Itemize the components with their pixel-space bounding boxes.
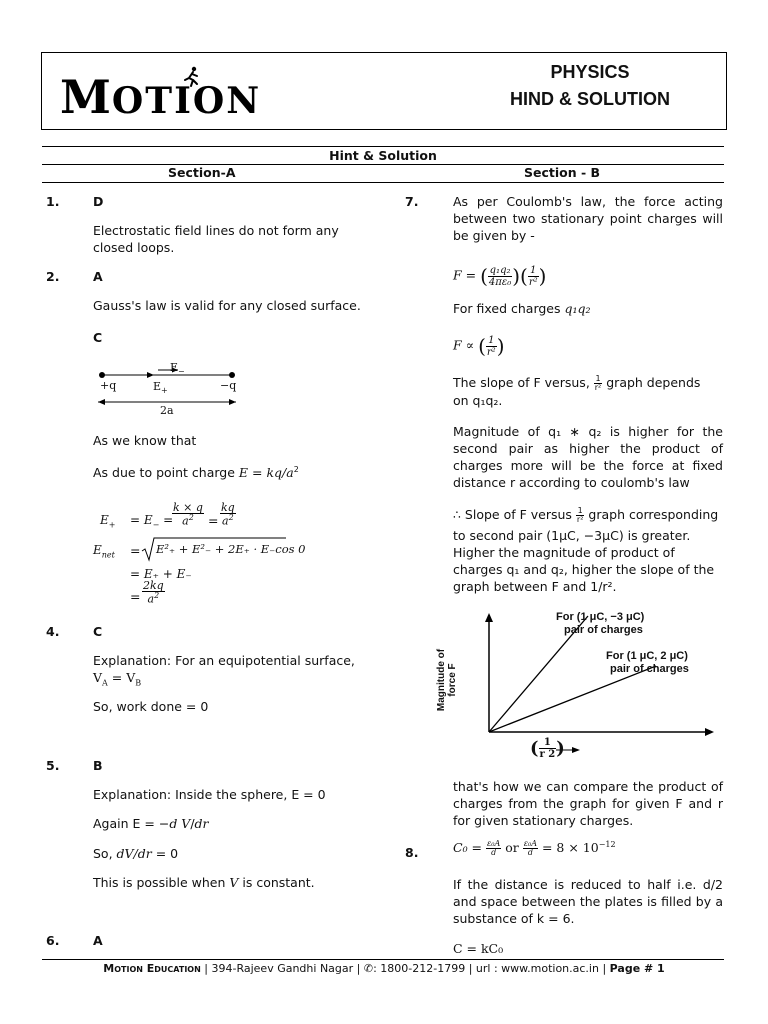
graph-line1-label: For (1 μC, −3 μC) pair of charges (556, 611, 645, 636)
q2-explanation: Gauss's law is valid for any closed surface. (93, 298, 361, 313)
footer-rule (42, 959, 724, 960)
rule-mid (42, 164, 724, 165)
section-a-heading: Section-A (168, 165, 236, 180)
q7-fixed-charges: For fixed charges q₁q₂ (453, 301, 591, 316)
e-plus-label: $E_+$ (153, 380, 168, 396)
question-number: 6. (46, 933, 60, 948)
question-number: 4. (46, 624, 60, 639)
q1-explanation: Electrostatic field lines do not form any closed loops. (93, 223, 339, 255)
question-number: 8. (405, 845, 419, 860)
runner-icon (180, 66, 202, 88)
graph-x-axis-label: ( $\frac{1}{r 2}$ ) (530, 737, 565, 760)
motion-logo: MOTION (60, 70, 262, 124)
plus-charge-label: +q (100, 379, 117, 392)
question-number: 1. (46, 194, 60, 209)
eq-e-minus: = $E_-$ = (130, 513, 174, 530)
q5-so: So, dV/dr = 0 (93, 846, 179, 861)
q7-magnitude-text: Magnitude of q₁ ∗ q₂ is higher for the second pair as higher the product of charges more will be the force at fixed distance r according to coulomb's law (453, 424, 723, 490)
answer-letter: B (93, 758, 103, 773)
q8-result: C = kC₀ (453, 941, 504, 956)
q7-coulomb-text: As per Coulomb's law, the force acting between two stationary point charges will be given by - (453, 194, 723, 243)
rule-top (42, 146, 724, 147)
answer-letter: C (93, 624, 103, 639)
q7-proportional: F ∝ ( $\frac{1}{\text{r²}}$ ) (453, 334, 505, 358)
q4-work-done: So, work done = 0 (93, 699, 209, 714)
rule-bottom (42, 182, 724, 183)
eq-frac-2kq: $\frac{2kq}{a^2}$ (143, 579, 164, 606)
answer-letter: D (93, 194, 104, 209)
q4-explanation: Explanation: For an equipotential surface, (93, 653, 355, 668)
q5-again: Again E = −d V/dr (93, 816, 209, 831)
q7-slope-text: The slope of F versus, $\frac{1}{\text{r²}}$ graph depends on q₁q₂. (453, 374, 701, 408)
graph-line2-label: For (1 μC, 2 μC) pair of charges (606, 650, 689, 675)
hint-solution-heading: Hint & Solution (329, 148, 437, 163)
answer-letter: C (93, 330, 103, 345)
subject-title: PHYSICS (550, 62, 630, 82)
q8-capacitance-formula: C₀ = $\frac{\text{ε₀A}}{d}$ or $\frac{\text{ε₀A}}{d}$ = $8 \times 10^{-12}$ (453, 839, 616, 858)
eq-root-content: E²₊ + E²₋ + 2E₊ · E₋cos 0 (156, 542, 306, 556)
question-number: 7. (405, 194, 419, 209)
eq-frac-kq2: $\frac{kq}{a^2}$ (221, 501, 235, 528)
q7-therefore-line: ∴ Slope of F versus $\frac{1}{\text{r²}}$ graph corresponding (453, 506, 719, 524)
e-minus-label: $E_-$ (170, 361, 185, 377)
eq-net-equals: = (130, 543, 141, 558)
q7-conclusion-text: to second pair (1μC, −3μC) is greater. Higher the magnitude of product of charges q₁ and q₂, higher the slope of the graph between F and 1/r². (453, 528, 715, 594)
eq-line3: = E₊ + E₋ (130, 567, 192, 581)
eq-frac-kq: $\frac{k \times q}{a^2}$ (173, 501, 203, 528)
eq-line4-equals: = (130, 589, 141, 604)
q4-voltage-eq: $V_A = V_B$ (93, 670, 142, 688)
eq-e-net: $E_{net}$ (93, 543, 115, 560)
eq-e-plus: $E_+$ (100, 513, 116, 530)
q8-explanation: If the distance is reduced to half i.e. d/2 and space between the plates is filled by a substance of k = 6. (453, 877, 723, 926)
section-b-heading: Section - B (524, 165, 601, 180)
q7-final-text: that's how we can compare the product of charges from the graph for given F and r for given stationary charges. (453, 779, 723, 828)
q5-explanation: Explanation: Inside the sphere, E = 0 (93, 787, 326, 802)
document-title: HIND & SOLUTION (510, 89, 670, 109)
q3-text-know: As we know that (93, 433, 197, 448)
question-number: 5. (46, 758, 60, 773)
q5-constant: This is possible when V is constant. (93, 875, 315, 890)
answer-letter: A (93, 269, 103, 284)
q3-text-point-charge: As due to point charge $E = kq/a^2$ (93, 465, 299, 481)
q7-force-formula: F = ( $\frac{\text{q₁q₂}}{\text{4πε₀}}$ )( $\frac{1}{\text{r²}}$ ) (453, 264, 547, 288)
answer-letter: A (93, 933, 103, 948)
distance-label: 2a (160, 404, 174, 417)
graph-y-axis-label: Magnitude of force F (436, 648, 458, 712)
question-number: 2. (46, 269, 60, 284)
footer: Motion Education | 394-Rajeev Gandhi Nagar | ✆: 1800-212-1799 | url : www.motion.ac.in | Page # 1 (103, 962, 665, 975)
phone-icon: ✆ (363, 962, 374, 975)
minus-charge-label: −q (220, 379, 237, 392)
eq-equals: = (208, 513, 219, 528)
